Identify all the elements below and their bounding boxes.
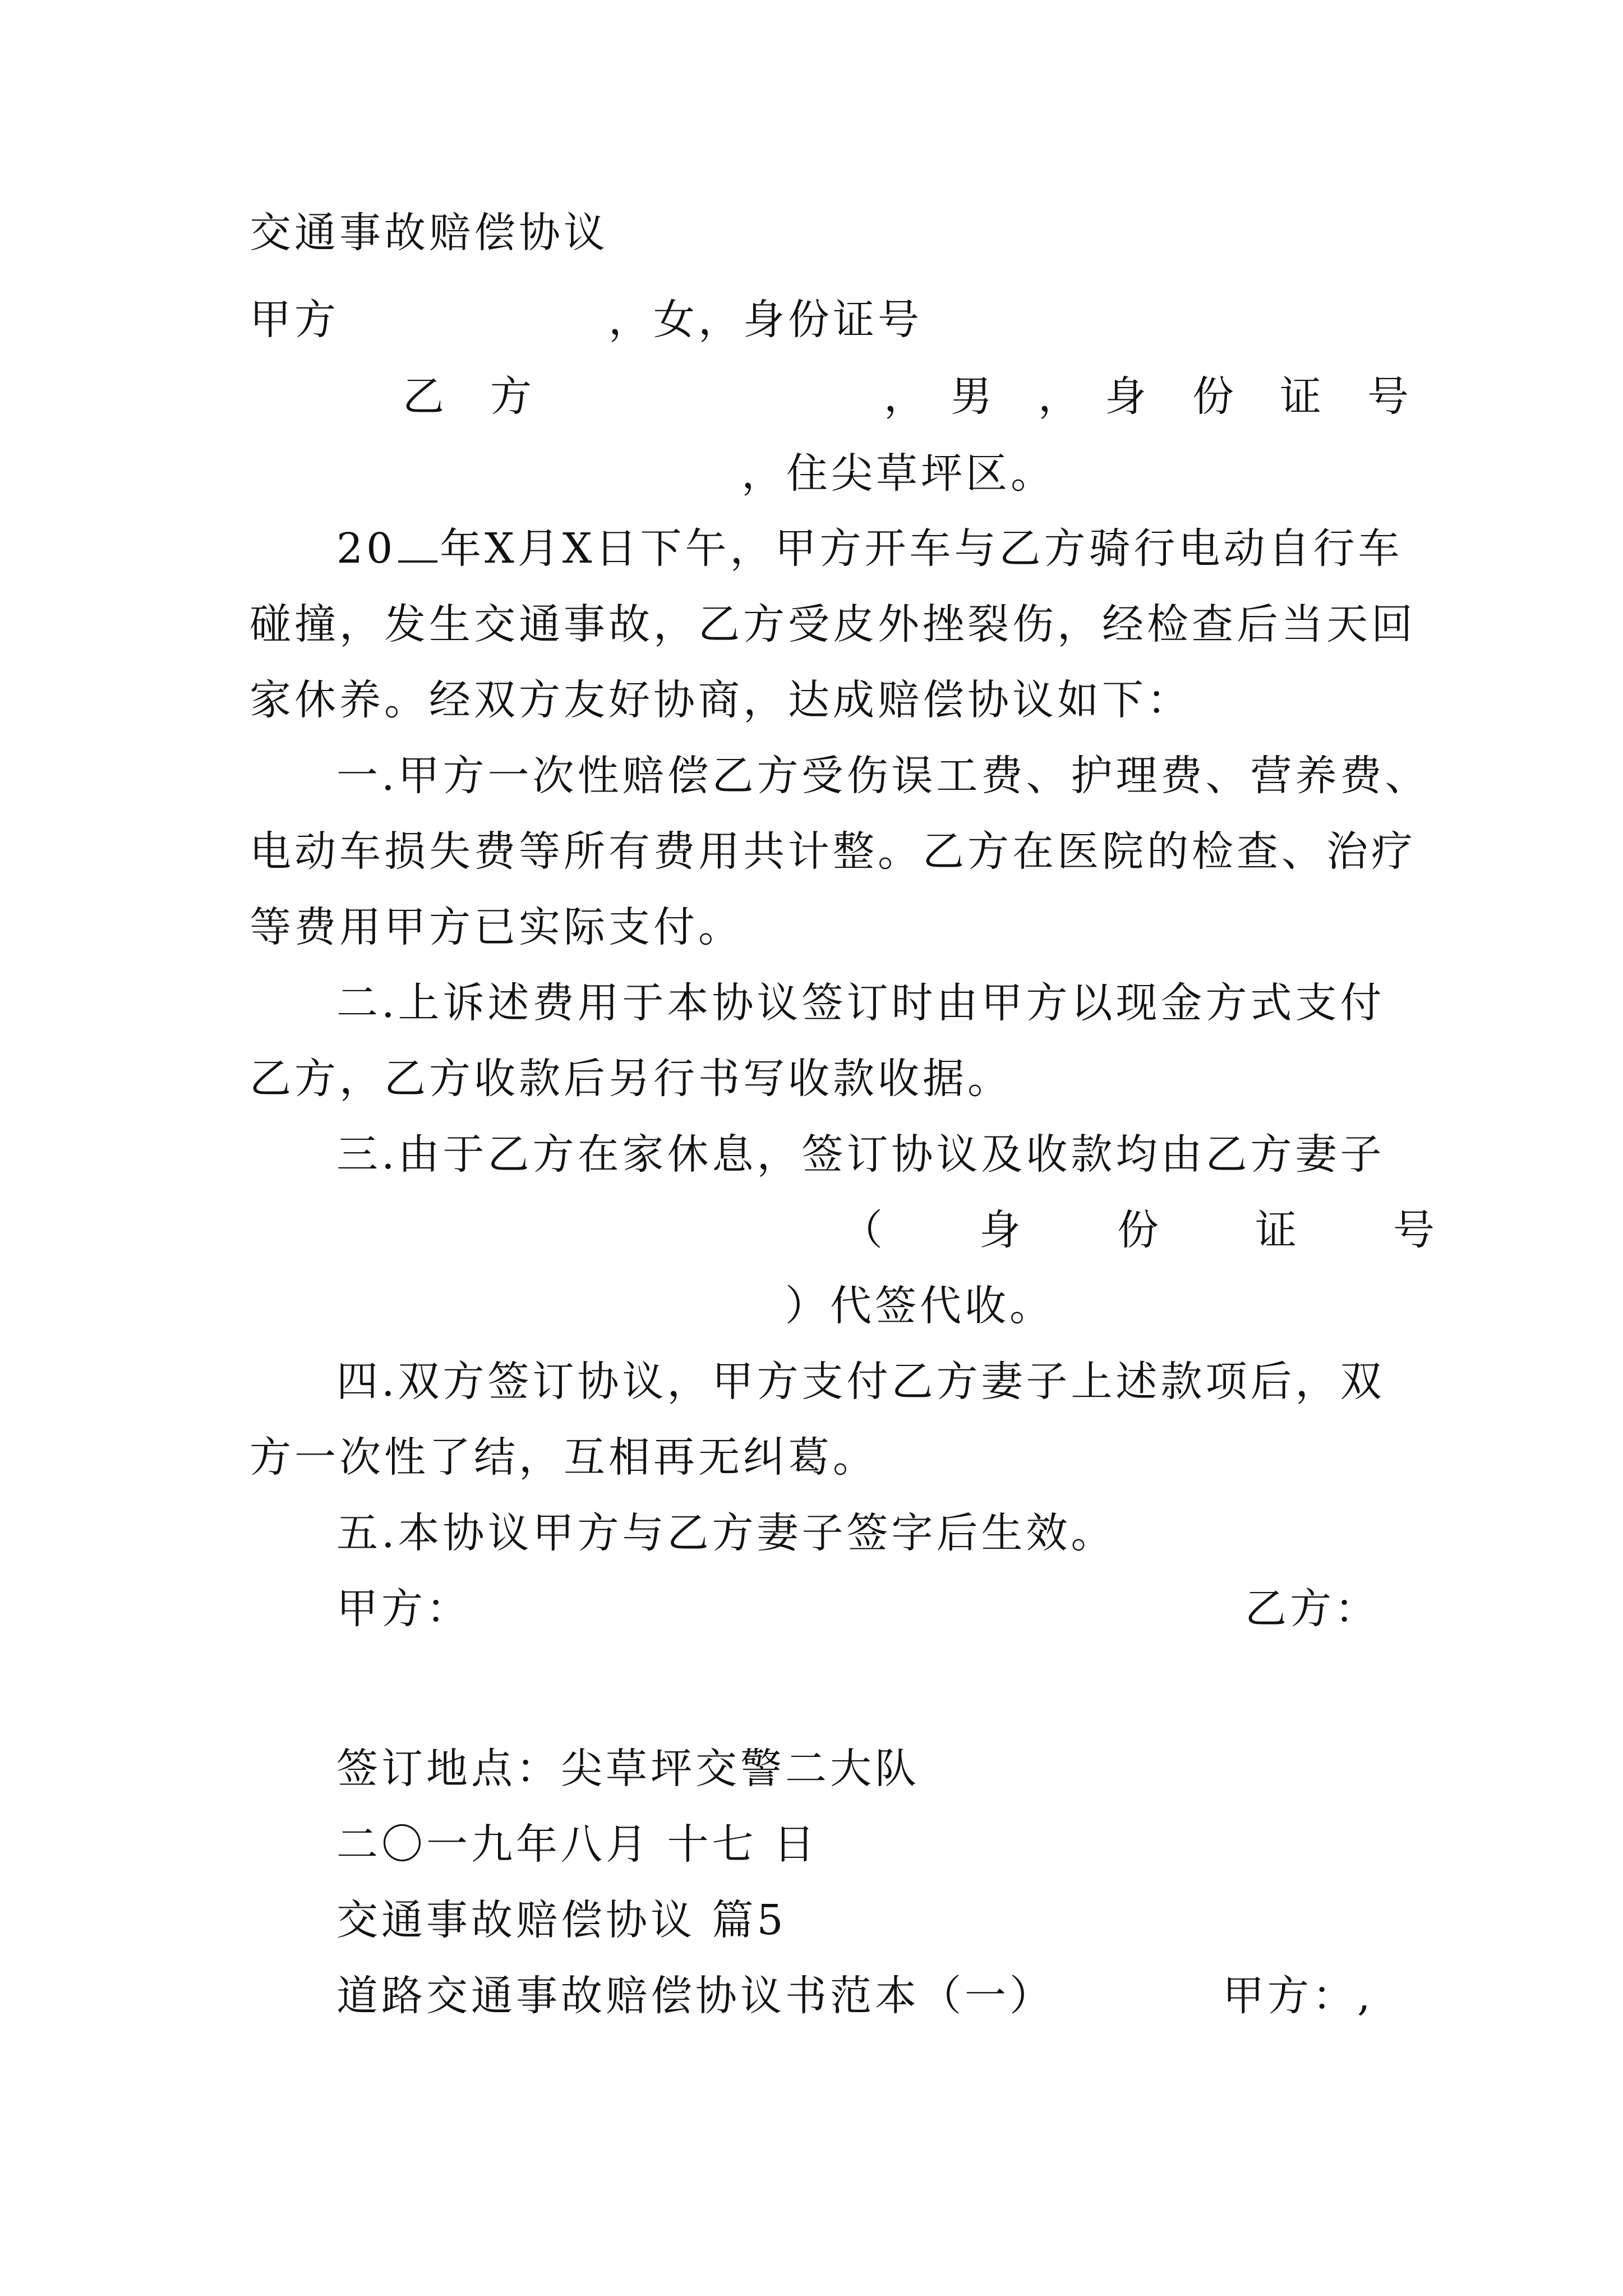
next-section-title: 交通事故赔偿协议 篇5	[336, 1896, 787, 1944]
sample-title: 道路交通事故赔偿协议书范本（一）	[336, 1972, 1054, 2020]
clause-1-line-3: 等费用甲方已实际支付。	[250, 903, 743, 951]
clause-2-line-2: 乙方，乙方收款后另行书写收款收据。	[250, 1055, 1012, 1103]
signing-date: 二〇一九年八月 十七 日	[336, 1820, 819, 1869]
year-prefix: 20	[336, 524, 396, 573]
clause-2-line-1: 二.上诉述费用于本协议签订时由甲方以现金方式支付	[336, 979, 1385, 1027]
clause-4-line-2: 方一次性了结，互相再无纠葛。	[250, 1433, 878, 1481]
party-b-address: ，住尖草坪区。	[741, 449, 1055, 498]
clause-3-line-1: 三.由于乙方在家休息，签订协议及收款均由乙方妻子	[336, 1130, 1385, 1179]
intro-line-1	[336, 521, 1403, 577]
signing-place: 签订地点：尖草坪交警二大队	[336, 1745, 920, 1793]
sample-party-a: 甲方：,	[1223, 1972, 1374, 2020]
signature-party-a: 甲方：	[336, 1585, 471, 1633]
clause-5: 五.本协议甲方与乙方妻子签字后生效。	[336, 1509, 1116, 1557]
document-title: 交通事故赔偿协议	[250, 209, 608, 257]
intro-line-2: 碰撞，发生交通事故，乙方受皮外挫裂伤，经检查后当天回	[250, 600, 1416, 648]
clause-3-line-2: （ 身 份 证 号	[841, 1206, 1439, 1254]
year-blank	[398, 524, 437, 563]
signature-party-b: 乙方：	[1245, 1585, 1380, 1633]
clause-4-line-1: 四.双方签订协议，甲方支付乙方妻子上述款项后，双	[336, 1358, 1385, 1406]
party-b-line: 乙 方 ， 男 ， 身 份 证 号	[403, 372, 1411, 421]
clause-1-line-1: 一.甲方一次性赔偿乙方受伤误工费、护理费、营养费、	[336, 752, 1430, 800]
clause-3-line-3: ）代签代收。	[785, 1282, 1054, 1330]
intro-line-1-text: 年X月X日下午，甲方开车与乙方骑行电动自行车	[440, 524, 1403, 573]
party-a-line: 甲方 ，女，身份证号	[250, 296, 923, 344]
intro-line-3: 家休养。经双方友好协商，达成赔偿协议如下：	[250, 676, 1192, 724]
clause-1-line-2: 电动车损失费等所有费用共计整。乙方在医院的检查、治疗	[250, 827, 1416, 876]
